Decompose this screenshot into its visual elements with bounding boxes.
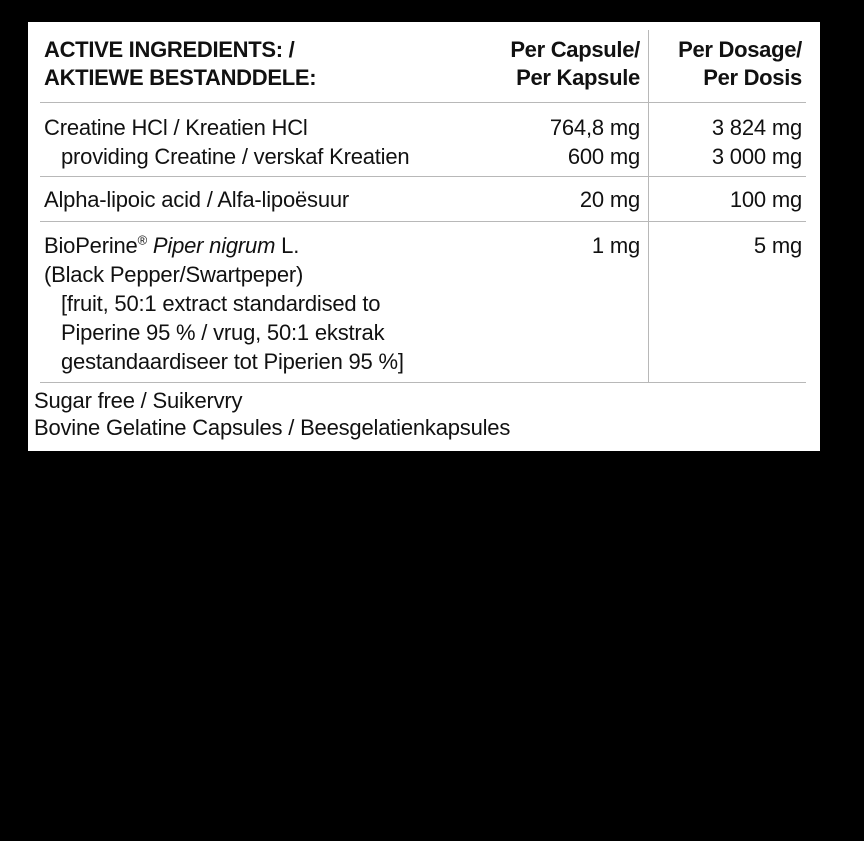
supplement-facts-panel [28,22,820,451]
header-ingredients-af: AKTIEWE BESTANDDELE: [44,65,317,90]
ingredient-extract-note-1: [fruit, 50:1 extract standardised to [61,291,381,316]
header-per-dosage [649,30,806,102]
ingredient-creatine-providing: providing Creatine / verskaf Kreatien [61,144,410,169]
ingredient-name [40,103,492,176]
bioperine-brand: BioPerine [44,233,138,258]
per-capsule-value-1: 1 mg [591,233,640,258]
ingredient-name [40,222,492,382]
header-per-capsule-en: Per Capsule/ [510,37,640,62]
per-capsule-value-2: 600 mg [567,144,640,169]
header-per-dosage-en: Per Dosage/ [678,37,802,62]
registered-mark: ® [137,232,147,248]
per-capsule-value [492,177,649,221]
per-capsule-value-1: 764,8 mg [549,115,640,140]
per-dosage-value [649,177,806,221]
header-ingredients [40,30,492,102]
ingredient-black-pepper: (Black Pepper/Swartpeper) [44,262,304,287]
ingredient-extract-note-2: Piperine 95 % / vrug, 50:1 ekstrak [61,320,385,345]
per-capsule-value-1: 20 mg [579,187,640,212]
header-per-dosage-af: Per Dosis [703,65,802,90]
per-dosage-value-2: 3 000 mg [711,144,802,169]
species-suffix: L. [281,233,300,258]
ingredient-bioperine [44,231,492,260]
ingredient-extract-note-3: gestandaardiseer tot Piperien 95 %] [61,349,404,374]
header-per-capsule-af: Per Kapsule [516,65,640,90]
ingredient-alpha-lipoic-acid: Alpha-lipoic acid / Alfa-lipoësuur [44,187,350,212]
per-dosage-value [649,103,806,176]
per-capsule-value [492,103,649,176]
header-per-capsule [492,30,649,102]
per-dosage-value [649,222,806,382]
table-row [40,177,806,222]
ingredient-creatine-hcl: Creatine HCl / Kreatien HCl [44,115,308,140]
footer-sugar-free: Sugar free / Suikervry [34,388,243,413]
footer-capsules: Bovine Gelatine Capsules / Beesgelatienkapsules [34,415,511,440]
table-row [40,103,806,177]
header-ingredients-en: ACTIVE INGREDIENTS: / [44,37,295,62]
table-header-row [40,30,806,103]
per-dosage-value-1: 100 mg [729,187,802,212]
per-dosage-value-1: 3 824 mg [711,115,802,140]
ingredient-name [40,177,492,221]
per-capsule-value [492,222,649,382]
ingredients-table [34,30,806,441]
species-name: Piper nigrum [152,233,276,258]
per-dosage-value-1: 5 mg [753,233,802,258]
table-footer [34,383,806,441]
table-row [40,222,806,383]
